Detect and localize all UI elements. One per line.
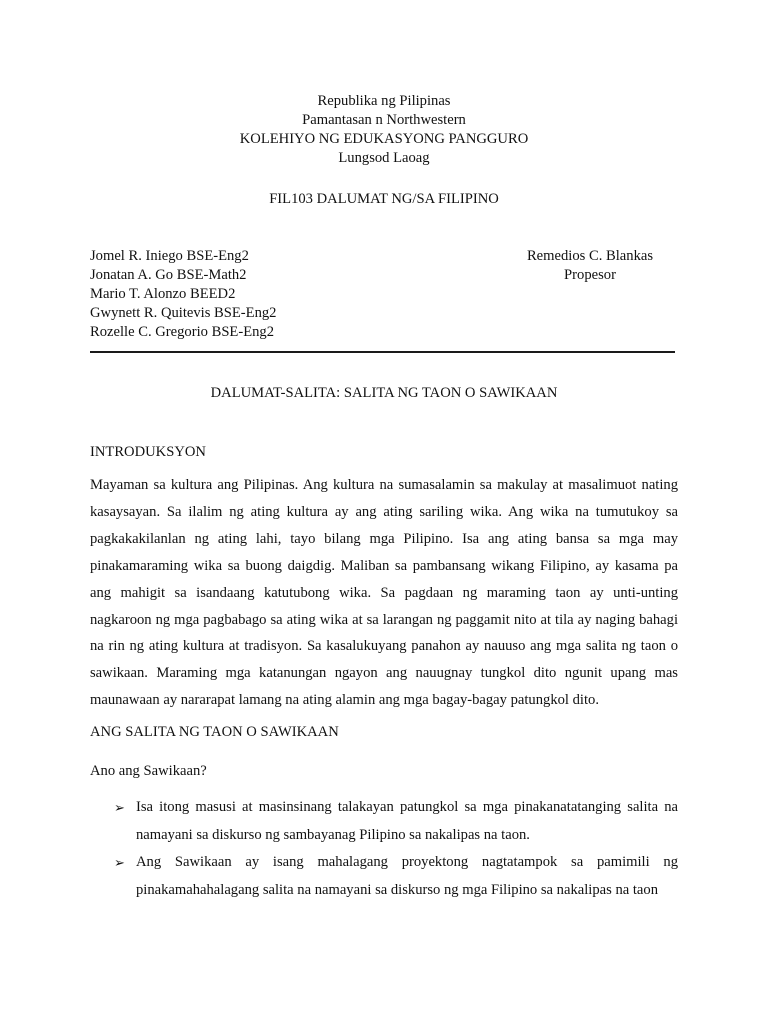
list-item <box>90 794 678 849</box>
professor-name: Remedios C. Blankas <box>526 248 654 264</box>
bullet-line: pinakamahahalagang salita na namayani sa diskurso ng mga Filipino sa nakalipas na taon <box>136 881 658 898</box>
section-heading-sawikaan: ANG SALITA NG TAON O SAWIKAAN <box>90 724 339 740</box>
student-name: Rozelle C. Gregorio BSE-Eng2 <box>90 324 275 340</box>
bullet-line: Ang Sawikaan ay isang mahalagang proyektong nagtatampok sa pamimili ng <box>136 854 678 870</box>
professor-block <box>500 247 680 285</box>
letterhead-college: KOLEHIYO NG EDUKASYONG PANGGURO <box>239 131 529 147</box>
horizontal-divider <box>90 351 675 353</box>
letterhead-city: Lungsod Laoag <box>338 150 430 166</box>
student-list <box>90 247 276 342</box>
professor-title: Propesor <box>564 267 616 283</box>
bullet-list <box>90 794 678 904</box>
letterhead-country: Republika ng Pilipinas <box>317 93 451 109</box>
student-name: Gwynett R. Quitevis BSE-Eng2 <box>90 305 277 321</box>
letterhead-university: Pamantasan n Northwestern <box>302 112 466 128</box>
paragraph-line: Mayaman sa kultura ang Pilipinas. Ang kultura na sumasalamin sa makulay at masalimuot nating <box>90 477 678 493</box>
student-name: Jomel R. Iniego BSE-Eng2 <box>90 248 249 264</box>
section-heading-introduction: INTRODUKSYON <box>90 444 206 460</box>
list-item <box>90 849 678 904</box>
bullet-line: Isa itong masusi at masinsinang talakayan patungkol sa mga pinakanatatanging salita na <box>136 799 678 815</box>
paragraph-line: na rin ng ating kultura at tradisyon. Sa kasalukuyang panahon ay nauuso ang mga salita ng taon o <box>90 638 678 655</box>
arrow-bullet-icon: ➢ <box>114 800 125 815</box>
bullet-line: namayani sa diskurso ng sambayanag Pilipino sa nakalipas na taon. <box>136 826 530 843</box>
arrow-bullet-icon: ➢ <box>114 855 125 870</box>
course-title: FIL103 DALUMAT NG/SA FILIPINO <box>269 191 499 207</box>
paragraph-line: pinakamaraming wika sa buong daigdig. Maliban sa pambansang wikang Filipino, ay kasama pa <box>90 557 678 574</box>
paragraph-line: sawikaan. Maraming mga katanungan ngayon ang nauugnay tungkol dito ngunit upang mas <box>90 665 678 682</box>
paragraph-line: kasaysayan. Sa ilalim ng ating kultura ay ang ating sariling wika. Ang wika na tumutukoy sa <box>90 503 678 520</box>
document-title: DALUMAT-SALITA: SALITA NG TAON O SAWIKAAN <box>210 385 558 401</box>
paragraph-line: maunawaan ay nararapat lamang na ating alamin ang mga bagay-bagay patungkol dito. <box>90 692 599 709</box>
paragraph-line: nagkaroon ng mga pagbabago sa ating wika at sa larangan ng paggamit nito at tila ay naging bahagi <box>90 611 678 628</box>
paragraph-line: ang mahigit sa isandaang katutubong wika. Sa pagdaan ng maraming taon ay unti-unting <box>90 584 678 601</box>
letterhead <box>0 92 768 168</box>
student-name: Mario T. Alonzo BEED2 <box>90 286 236 302</box>
paragraph-line: pagkakakilanlan ng ating lahi, tayo bilang mga Pilipino. Isa ang ating bansa sa mga may <box>90 530 678 547</box>
subsection-question: Ano ang Sawikaan? <box>90 763 207 779</box>
introduction-paragraph <box>90 472 678 714</box>
student-name: Jonatan A. Go BSE-Math2 <box>90 267 247 283</box>
